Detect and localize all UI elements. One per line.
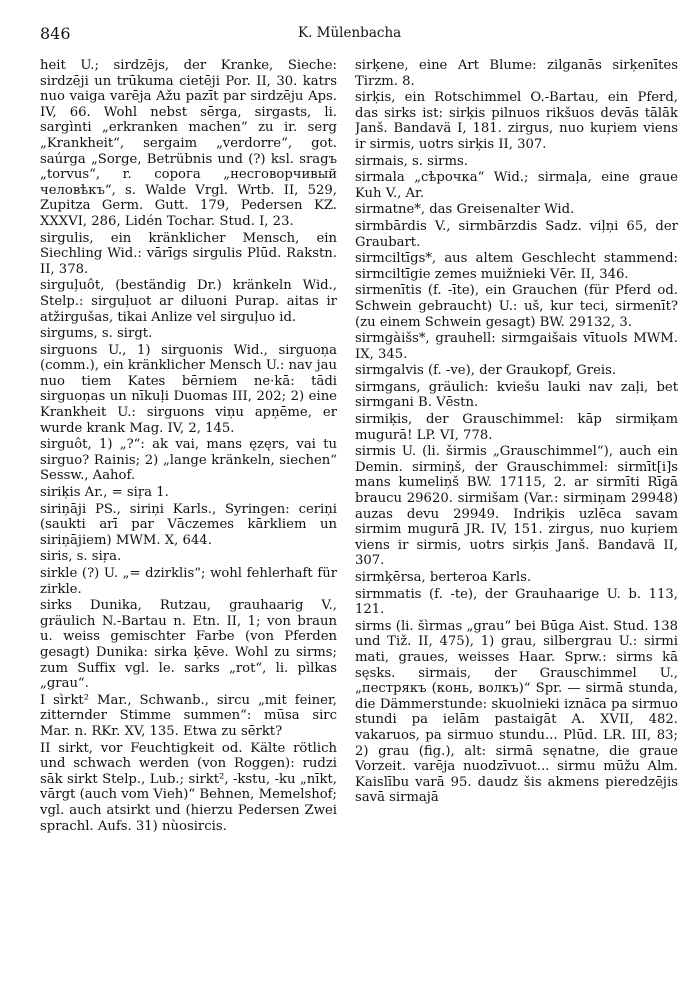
dictionary-entry: sirmķērsa, berteroa Karls. bbox=[355, 570, 532, 585]
dictionary-entry: sirķene, eine Art Blume: zilganās sirķenītes Tirzm. 8. bbox=[355, 58, 678, 89]
dictionary-entry: siriķis Ar., = siŗa 1. bbox=[40, 485, 169, 501]
page-header bbox=[40, 24, 670, 46]
dictionary-entry: sirguļuôt, (beständig Dr.) kränkeln Wid., Stelp.: sirguļuot ar diluoni Purap. aitas ir atžirgušas, tikai Anlize vel sirguļuo id. bbox=[40, 278, 337, 325]
dictionary-entry: sirms (li. šìrmas „grau“ bei Būga Aist. Stud. 138 und Tiž. II, 475), 1) grau, silbergrau U.: sirmi mati, graues, weisses Haar. Sprw.: sirms kā sęsks. sirmais, der Grauschimmel U., „пестрякъ (конь, волкъ)“ Spr. — sirmā stunda, die Dämmerstunde: skuolnieki iznāca pa sirmuo stundi pa ielām pastaigāt A. XVII, 482. vakaruos, pa sirmuo stundu... Plūd. LR. III, 83; 2) grau (fig.), alt: sirmā sęnatne, die graue Vorzeit. varēja nuodzīvuot... sirmu mūžu Alm. Kaislību varā 95. daudz šis akmens pieredzējis savā sirmajā bbox=[355, 618, 678, 806]
dictionary-entry: siriņāji PS., siriņi Karls., Syringen: ceriņi (saukti arī par Vāczemes kārkliem un siriņājiem) MWM. X, 644. bbox=[40, 501, 337, 548]
dictionary-entry: sirmenītis (f. -īte), ein Grauchen (für Pferd od. Schwein gebraucht) U.: uš, kur teci, sirmenīt? (zu einem Schwein gesagt) BW. 29132, 3. bbox=[355, 283, 678, 330]
running-title: K. Mülenbacha bbox=[298, 25, 402, 41]
dictionary-entry: sirmmatis (f. -te), der Grauhaarige U. b. 113, 121. bbox=[355, 586, 678, 618]
dictionary-entry: sirmis U. (li. širmis „Grauschimmel“), auch ein Demin. sirmiņš, der Grauschimmel: sirmīt[i]s mans kumeliņš BW. 17115, 2. ar sirmīti Rīgā braucu 29620. sirmišam (Var.: sirmiņam 29948) auzas devu 29949. Indriķis uzlēca savam sirmim mugurā JR. IV, 151. zirgus, nuo kuŗiem viens ir sirmis, uotrs sirķis Janš. Bandavä II, 307. bbox=[355, 444, 678, 569]
dictionary-entry: sirmbārdis V., sirmbārzdis Sadz. viļņi 65, der Graubart. bbox=[355, 218, 678, 250]
dictionary-entry: sirmgàišs*, grauhell: sirmgaišais vītuols MWM. IX, 345. bbox=[355, 331, 678, 362]
dictionary-entry: siris, s. siŗa. bbox=[40, 549, 122, 565]
dictionary-entry: sirķis, ein Rotschimmel O.-Bartau, ein Pferd, das sirks ist: sirķis pilnuos rikšuos devās tālāk Janš. Bandavä I, 181. zirgus, nuo kuŗiem viens ir sirmis, uotrs sirķis II, 307. bbox=[355, 90, 678, 152]
dictionary-entry: sirmciltīgs*, aus altem Geschlecht stammend: sirmciltīgie zemes muižnieki Vēr. II, 346. bbox=[355, 251, 678, 282]
dictionary-entry: sirgums, s. sirgt. bbox=[40, 326, 153, 342]
left-column bbox=[40, 58, 337, 835]
dictionary-entry: II sirkt, vor Feuchtigkeit od. Kälte rötlich und schwach werden (von Roggen): rudzi sāk sirkt Stelp., Lub.; sirkt², -kstu, -ku „nīkt, vārgt (auch vom Vieh)“ Behnen, Memelshof; vgl. auch atsirkt und (hierzu Pedersen Zwei sprachl. Aufs. 31) nùosircis. bbox=[40, 740, 337, 834]
dictionary-entry: sirguôt, 1) „?“: ak vai, mans ęzęrs, vai tu sirguo? Rainis; 2) „lange kränkeln, siechen“ Sessw., Aahof. bbox=[40, 437, 337, 484]
dictionary-entry: sirmais, s. sirms. bbox=[355, 153, 468, 169]
dictionary-entry: sirmatne*, das Greisenalter Wid. bbox=[355, 202, 575, 218]
dictionary-entry: sirmala „сѣрочка“ Wid.; sirmaļa, eine graue Kuh V., Ar. bbox=[355, 170, 678, 201]
dictionary-entry: sirmiķis, der Grauschimmel: kāp sirmiķam mugurā! LP. VI, 778. bbox=[355, 412, 678, 443]
dictionary-entry: sirkle (?) U. „= dzirklis“; wohl fehlerhaft für zirkle. bbox=[40, 566, 337, 597]
dictionary-entry: I sìrkt² Mar., Schwanb., sircu „mit feiner, zitternder Stimme summen“: mūsa sirc Mar. n. RKr. XV, 135. Etwa zu sērkt? bbox=[40, 692, 337, 739]
dictionary-entry: sirgulis, ein kränklicher Mensch, ein Siechling Wid.: vārīgs sirgulis Plūd. Rakstn. II, 378. bbox=[40, 230, 337, 277]
page-number: 846 bbox=[40, 24, 71, 43]
dictionary-entry: sirks Dunika, Rutzau, grauhaarig V., gräulich N.-Bartau n. Etn. II, 1; von braun u. weiss gemischter Farbe (von Pferden gesagt) Dunika: sirka ķēve. Wohl zu sirms; zum Suffix vgl. le. sarks „rot“, li. pìlkas „grau“. bbox=[40, 598, 337, 692]
dictionary-entry: sirguons U., 1) sirguonis Wid., sirguoņa (comm.), ein kränklicher Mensch U.: nav jau nuo tiem Kates bērniem ne·kā: tādi sirguoņas un nīkuļi Duomas III, 202; 2) eine Krankheit U.: sirguons viņu apņēme, er wurde krank Mag. IV, 2, 145. bbox=[40, 342, 337, 436]
dictionary-entry: sirmgalvis (f. -ve), der Graukopf, Greis. bbox=[355, 363, 617, 379]
dictionary-entry: sirmgans, gräulich: kviešu lauki nav zaļi, bet sirmgani B. Vēstn. bbox=[355, 379, 678, 411]
right-column bbox=[355, 58, 678, 807]
dictionary-entry: heit U.; sirdzējs, der Kranke, Sieche: sirdzēji un trūkuma cietēji Por. II, 30. katrs nuo vaiga varēja Ažu pazīt par sirdzēju Aps. IV, 66. Wohl nebst sērga, sirgasts, li. sargìnti „erkranken machen“ zu ir. serg „Krankheit“, sergaim „verdorre“, got. saúrga „Sorge, Betrübnis und (?) ksl. sragъ „torvus“, r. сорога „несговорчивый человѣкъ“, s. Walde Vrgl. Wrtb. II, 529, Zupitza Germ. Gutt. 179, Pedersen KZ. XXXVI, 286, Lidén Tochar. Stud. I, 23. bbox=[40, 58, 337, 229]
